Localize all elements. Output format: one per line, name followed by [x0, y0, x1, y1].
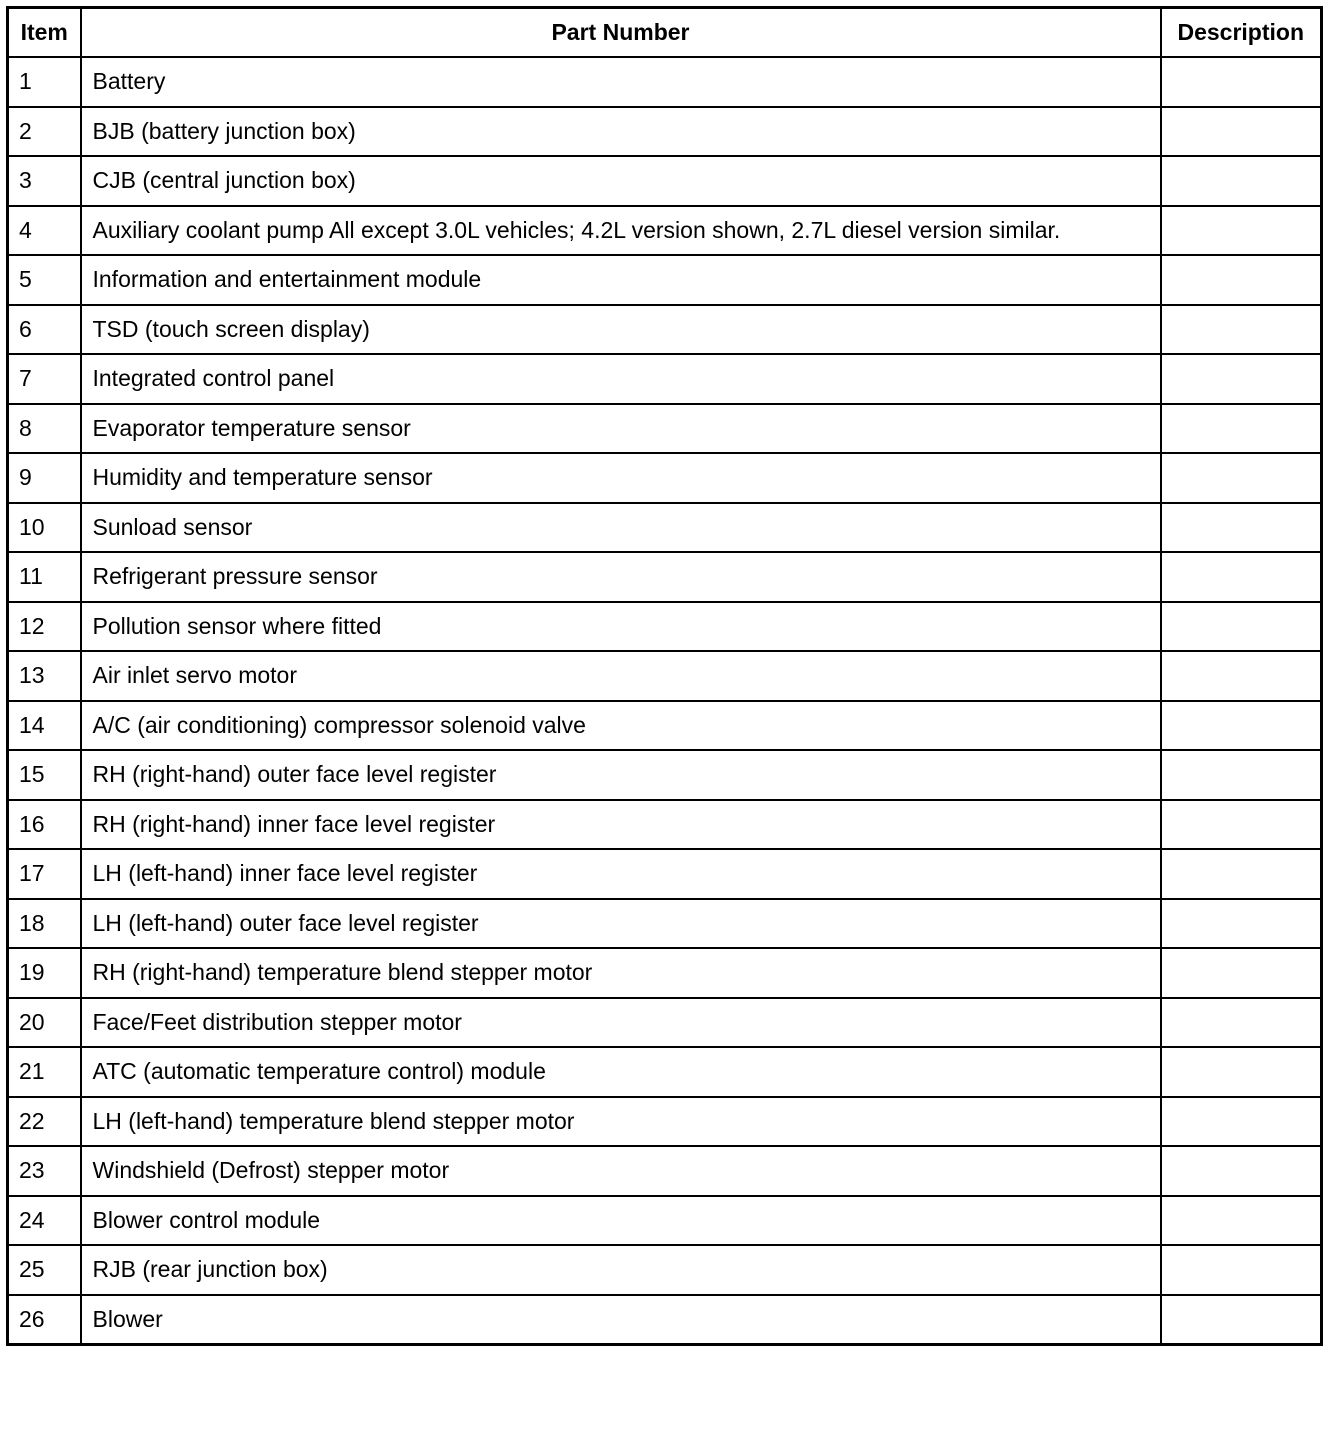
- table-row: [8, 1146, 1322, 1196]
- cell-description: [1161, 57, 1322, 107]
- table-row: [8, 206, 1322, 256]
- cell-part-number: Blower control module: [81, 1196, 1161, 1246]
- cell-part-number: TSD (touch screen display): [81, 305, 1161, 355]
- cell-part-number: Face/Feet distribution stepper motor: [81, 998, 1161, 1048]
- cell-item: 15: [8, 750, 81, 800]
- table-row: [8, 701, 1322, 751]
- table-row: [8, 849, 1322, 899]
- cell-item: 13: [8, 651, 81, 701]
- table-row: [8, 998, 1322, 1048]
- cell-part-number: Evaporator temperature sensor: [81, 404, 1161, 454]
- table-row: [8, 1047, 1322, 1097]
- cell-description: [1161, 948, 1322, 998]
- table-row: [8, 57, 1322, 107]
- cell-part-number: RH (right-hand) outer face level register: [81, 750, 1161, 800]
- cell-item: 6: [8, 305, 81, 355]
- cell-part-number: RH (right-hand) inner face level register: [81, 800, 1161, 850]
- cell-item: 4: [8, 206, 81, 256]
- table-row: [8, 899, 1322, 949]
- cell-part-number: LH (left-hand) inner face level register: [81, 849, 1161, 899]
- cell-part-number: RJB (rear junction box): [81, 1245, 1161, 1295]
- table-row: [8, 503, 1322, 553]
- header-row: [8, 8, 1322, 58]
- cell-description: [1161, 701, 1322, 751]
- cell-description: [1161, 1146, 1322, 1196]
- table-row: [8, 1245, 1322, 1295]
- cell-item: 12: [8, 602, 81, 652]
- cell-item: 2: [8, 107, 81, 157]
- table-row: [8, 305, 1322, 355]
- cell-item: 16: [8, 800, 81, 850]
- cell-description: [1161, 750, 1322, 800]
- cell-part-number: Auxiliary coolant pump All except 3.0L vehicles; 4.2L version shown, 2.7L diesel version similar.: [81, 206, 1161, 256]
- table-row: [8, 453, 1322, 503]
- header-item: Item: [8, 8, 81, 58]
- cell-item: 21: [8, 1047, 81, 1097]
- table-row: [8, 156, 1322, 206]
- cell-part-number: Information and entertainment module: [81, 255, 1161, 305]
- cell-part-number: Battery: [81, 57, 1161, 107]
- table-header: [8, 8, 1322, 58]
- table-row: [8, 107, 1322, 157]
- table-row: [8, 552, 1322, 602]
- cell-item: 20: [8, 998, 81, 1048]
- cell-description: [1161, 849, 1322, 899]
- cell-item: 5: [8, 255, 81, 305]
- cell-part-number: Refrigerant pressure sensor: [81, 552, 1161, 602]
- table-row: [8, 404, 1322, 454]
- cell-part-number: A/C (air conditioning) compressor solenoid valve: [81, 701, 1161, 751]
- cell-description: [1161, 1196, 1322, 1246]
- table-row: [8, 800, 1322, 850]
- cell-item: 22: [8, 1097, 81, 1147]
- cell-item: 23: [8, 1146, 81, 1196]
- cell-description: [1161, 1047, 1322, 1097]
- cell-part-number: RH (right-hand) temperature blend stepper motor: [81, 948, 1161, 998]
- cell-part-number: Humidity and temperature sensor: [81, 453, 1161, 503]
- cell-description: [1161, 107, 1322, 157]
- table-row: [8, 354, 1322, 404]
- table-row: [8, 1097, 1322, 1147]
- cell-description: [1161, 1245, 1322, 1295]
- cell-part-number: Integrated control panel: [81, 354, 1161, 404]
- cell-item: 11: [8, 552, 81, 602]
- cell-part-number: Pollution sensor where fitted: [81, 602, 1161, 652]
- cell-description: [1161, 800, 1322, 850]
- cell-item: 10: [8, 503, 81, 553]
- cell-description: [1161, 651, 1322, 701]
- cell-item: 7: [8, 354, 81, 404]
- cell-description: [1161, 998, 1322, 1048]
- cell-description: [1161, 305, 1322, 355]
- cell-item: 19: [8, 948, 81, 998]
- cell-item: 17: [8, 849, 81, 899]
- table-row: [8, 255, 1322, 305]
- cell-description: [1161, 1097, 1322, 1147]
- cell-description: [1161, 404, 1322, 454]
- cell-item: 14: [8, 701, 81, 751]
- cell-description: [1161, 453, 1322, 503]
- cell-description: [1161, 552, 1322, 602]
- cell-part-number: Air inlet servo motor: [81, 651, 1161, 701]
- cell-part-number: BJB (battery junction box): [81, 107, 1161, 157]
- table-row: [8, 1196, 1322, 1246]
- cell-description: [1161, 255, 1322, 305]
- cell-part-number: CJB (central junction box): [81, 156, 1161, 206]
- cell-description: [1161, 354, 1322, 404]
- table-row: [8, 651, 1322, 701]
- cell-item: 3: [8, 156, 81, 206]
- cell-item: 24: [8, 1196, 81, 1246]
- cell-description: [1161, 156, 1322, 206]
- table-row: [8, 948, 1322, 998]
- header-part-number: Part Number: [81, 8, 1161, 58]
- table-row: [8, 1295, 1322, 1345]
- table-row: [8, 750, 1322, 800]
- cell-description: [1161, 899, 1322, 949]
- cell-description: [1161, 602, 1322, 652]
- cell-description: [1161, 1295, 1322, 1345]
- cell-part-number: LH (left-hand) outer face level register: [81, 899, 1161, 949]
- cell-item: 8: [8, 404, 81, 454]
- table-body: [8, 57, 1322, 1344]
- cell-description: [1161, 206, 1322, 256]
- cell-item: 9: [8, 453, 81, 503]
- cell-item: 25: [8, 1245, 81, 1295]
- cell-description: [1161, 503, 1322, 553]
- cell-part-number: Windshield (Defrost) stepper motor: [81, 1146, 1161, 1196]
- cell-part-number: Sunload sensor: [81, 503, 1161, 553]
- parts-table: [6, 6, 1323, 1346]
- cell-part-number: Blower: [81, 1295, 1161, 1345]
- cell-part-number: LH (left-hand) temperature blend stepper motor: [81, 1097, 1161, 1147]
- cell-item: 1: [8, 57, 81, 107]
- header-description: Description: [1161, 8, 1322, 58]
- cell-item: 18: [8, 899, 81, 949]
- table-row: [8, 602, 1322, 652]
- cell-part-number: ATC (automatic temperature control) module: [81, 1047, 1161, 1097]
- cell-item: 26: [8, 1295, 81, 1345]
